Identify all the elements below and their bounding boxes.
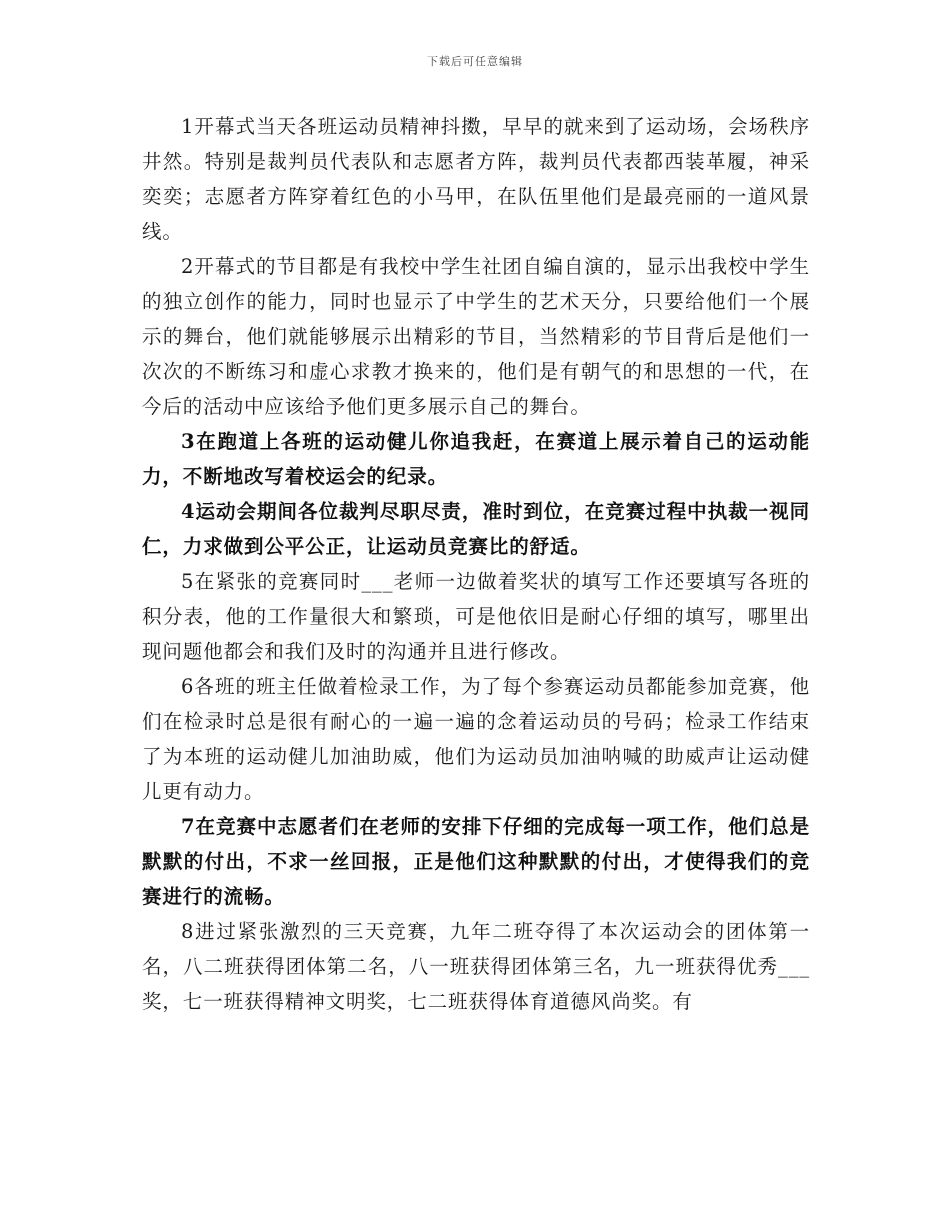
page-header-note: 下载后可任意编辑 <box>427 55 523 68</box>
paragraph-3: 3在跑道上各班的运动健儿你追我赶，在赛道上展示着自己的运动能力，不断地改写着校运会的纪录。 <box>142 430 810 488</box>
paragraph-6: 6各班的班主任做着检录工作，为了每个参赛运动员都能参加竞赛，他们在检录时总是很有耐心的一遍一遍的念着运动员的号码；检录工作结束了为本班的运动健儿加油助威，他们为运动员加油呐喊的助威声让运动健儿更有动力。 <box>142 675 810 803</box>
paragraph-8: 8进过紧张激烈的三天竞赛，九年二班夺得了本次运动会的团体第一名，八二班获得团体第二名，八一班获得团体第三名，九一班获得优秀___奖，七一班获得精神文明奖，七二班获得体育道德风尚奖。有 <box>142 920 810 1013</box>
paragraph-1: 1开幕式当天各班运动员精神抖擞，早早的就来到了运动场，会场秩序井然。特别是裁判员代表队和志愿者方阵，裁判员代表都西装革履，神采奕奕；志愿者方阵穿着红色的小马甲，在队伍里他们是最亮丽的一道风景线。 <box>142 115 810 243</box>
document-body <box>142 109 810 1019</box>
paragraph-4: 4运动会期间各位裁判尽职尽责，准时到位，在竞赛过程中执裁一视同仁，力求做到公平公正，让运动员竞赛比的舒适。 <box>142 500 810 558</box>
paragraph-7: 7在竞赛中志愿者们在老师的安排下仔细的完成每一项工作，他们总是默默的付出，不求一丝回报，正是他们这种默默的付出，才使得我们的竞赛进行的流畅。 <box>142 815 810 908</box>
paragraph-5: 5在紧张的竞赛同时___老师一边做着奖状的填写工作还要填写各班的积分表，他的工作量很大和繁琐，可是他依旧是耐心仔细的填写，哪里出现问题他都会和我们及时的沟通并且进行修改。 <box>142 570 810 663</box>
paragraph-2: 2开幕式的节目都是有我校中学生社团自编自演的，显示出我校中学生的独立创作的能力，同时也显示了中学生的艺术天分，只要给他们一个展示的舞台，他们就能够展示出精彩的节目，当然精彩的节目背后是他们一次次的不断练习和虚心求教才换来的，他们是有朝气的和思想的一代，在今后的活动中应该给予他们更多展示自己的舞台。 <box>142 255 810 418</box>
